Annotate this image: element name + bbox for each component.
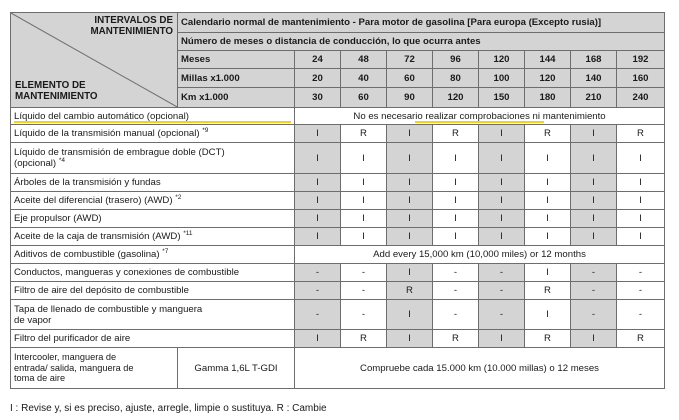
interval-value: 144 bbox=[525, 51, 571, 69]
mark-cell: I bbox=[525, 192, 571, 210]
mark-cell: I bbox=[295, 228, 341, 246]
mark-cell: I bbox=[433, 174, 479, 192]
mark-cell: R bbox=[617, 330, 665, 348]
mark-cell: I bbox=[617, 228, 665, 246]
interval-value: 30 bbox=[295, 88, 341, 108]
mark-cell: - bbox=[617, 282, 665, 300]
footnote-ref: *7 bbox=[162, 247, 169, 255]
interval-value: 72 bbox=[387, 51, 433, 69]
item-cell bbox=[11, 330, 295, 348]
mark-cell: I bbox=[479, 192, 525, 210]
mark-cell: I bbox=[341, 210, 387, 228]
item-cell bbox=[11, 143, 295, 174]
highlight-underline bbox=[415, 121, 544, 123]
mark-cell: I bbox=[387, 210, 433, 228]
mark-cell: - bbox=[479, 264, 525, 282]
interval-value: 48 bbox=[341, 51, 387, 69]
table-row bbox=[11, 300, 665, 330]
mark-cell: - bbox=[433, 300, 479, 330]
span-cell bbox=[295, 108, 665, 125]
schedule-subtitle: Número de meses o distancia de conducción, lo que ocurra antes bbox=[178, 33, 665, 51]
mark-cell: - bbox=[341, 264, 387, 282]
mark-cell: I bbox=[571, 330, 617, 348]
interval-value: 150 bbox=[479, 88, 525, 108]
item-cell bbox=[11, 264, 295, 282]
mark-cell: I bbox=[525, 300, 571, 330]
mark-cell: R bbox=[525, 282, 571, 300]
item-label: Líquido del cambio automático (opcional) bbox=[14, 110, 189, 122]
table-row bbox=[11, 108, 665, 125]
mark-cell: I bbox=[341, 143, 387, 174]
span-cell: Compruebe cada 15.000 km (10.000 millas) o 12 meses bbox=[295, 348, 665, 389]
interval-value: 60 bbox=[387, 69, 433, 88]
footnote-ref: *11 bbox=[183, 229, 193, 237]
footnote-ref: *9 bbox=[202, 126, 209, 134]
mark-cell: R bbox=[525, 125, 571, 143]
mark-cell: I bbox=[295, 210, 341, 228]
interval-value: 210 bbox=[571, 88, 617, 108]
mark-cell: - bbox=[617, 300, 665, 330]
interval-value: 120 bbox=[433, 88, 479, 108]
table-row bbox=[11, 264, 665, 282]
item-label-line1: Intercooler, manguera de bbox=[14, 352, 117, 363]
mark-cell: I bbox=[433, 192, 479, 210]
mark-cell: I bbox=[433, 228, 479, 246]
item-label: Filtro del purificador de aire bbox=[14, 333, 131, 344]
item-cell bbox=[11, 108, 295, 125]
interval-value: 140 bbox=[571, 69, 617, 88]
table-row bbox=[11, 246, 665, 264]
mark-cell: I bbox=[387, 330, 433, 348]
mark-cell: I bbox=[341, 174, 387, 192]
mark-cell: R bbox=[525, 330, 571, 348]
interval-value: 20 bbox=[295, 69, 341, 88]
interval-value: 96 bbox=[433, 51, 479, 69]
mark-cell: - bbox=[617, 264, 665, 282]
interval-label: Km x1.000 bbox=[178, 88, 295, 108]
interval-label: Meses bbox=[178, 51, 295, 69]
mark-cell: - bbox=[295, 300, 341, 330]
mark-cell: R bbox=[433, 125, 479, 143]
mark-cell: I bbox=[571, 192, 617, 210]
corner-bottom-line1: ELEMENTO DE bbox=[15, 80, 86, 91]
item-cell bbox=[11, 228, 295, 246]
mark-cell: I bbox=[387, 228, 433, 246]
mark-cell: - bbox=[479, 282, 525, 300]
footnote-ref: *2 bbox=[175, 193, 182, 201]
mark-cell: I bbox=[295, 192, 341, 210]
header-title-row bbox=[11, 13, 665, 33]
table-row bbox=[11, 330, 665, 348]
table-row bbox=[11, 174, 665, 192]
interval-value: 160 bbox=[617, 69, 665, 88]
item-label-line2: (opcional) bbox=[14, 158, 57, 169]
mark-cell: I bbox=[571, 210, 617, 228]
item-label: Conductos, mangueras y conexiones de combustible bbox=[14, 267, 240, 278]
interval-value: 90 bbox=[387, 88, 433, 108]
mark-cell: I bbox=[295, 143, 341, 174]
mark-cell: I bbox=[341, 228, 387, 246]
mark-cell: I bbox=[617, 143, 665, 174]
item-label: Aceite del diferencial (trasero) (AWD) bbox=[14, 195, 173, 206]
mark-cell: I bbox=[571, 143, 617, 174]
interval-value: 80 bbox=[433, 69, 479, 88]
table-row bbox=[11, 125, 665, 143]
interval-value: 60 bbox=[341, 88, 387, 108]
mark-cell: I bbox=[433, 210, 479, 228]
table-row bbox=[11, 228, 665, 246]
mark-cell: R bbox=[387, 282, 433, 300]
item-label: Aceite de la caja de transmisión (AWD) bbox=[14, 231, 181, 242]
interval-value: 40 bbox=[341, 69, 387, 88]
mark-cell: - bbox=[571, 264, 617, 282]
interval-value: 100 bbox=[479, 69, 525, 88]
mark-cell: I bbox=[479, 143, 525, 174]
mark-cell: - bbox=[433, 282, 479, 300]
mark-cell: R bbox=[341, 330, 387, 348]
mark-cell: - bbox=[479, 300, 525, 330]
mark-cell: - bbox=[295, 282, 341, 300]
item-cell bbox=[11, 210, 295, 228]
mark-cell: I bbox=[525, 264, 571, 282]
item-label: Aditivos de combustible (gasolina) bbox=[14, 249, 160, 260]
mark-cell: I bbox=[525, 174, 571, 192]
mark-cell: I bbox=[571, 174, 617, 192]
corner-top-line2: MANTENIMIENTO bbox=[90, 26, 173, 37]
mark-cell: I bbox=[479, 174, 525, 192]
item-label: Filtro de aire del depósito de combustible bbox=[14, 285, 189, 296]
mark-cell: I bbox=[479, 330, 525, 348]
maintenance-schedule bbox=[10, 12, 664, 389]
corner-bottom-label bbox=[15, 80, 98, 102]
interval-value: 180 bbox=[525, 88, 571, 108]
legend-footnote: I : Revise y, si es preciso, ajuste, arregle, limpie o sustituya. R : Cambie bbox=[10, 403, 327, 414]
highlight-underline bbox=[14, 121, 291, 123]
span-cell: Add every 15,000 km (10,000 miles) or 12 months bbox=[295, 246, 665, 264]
item-label-line2: entrada/ salida, manguera de bbox=[14, 362, 134, 373]
interval-value: 168 bbox=[571, 51, 617, 69]
interval-value: 24 bbox=[295, 51, 341, 69]
table-row bbox=[11, 143, 665, 174]
interval-label: Millas x1.000 bbox=[178, 69, 295, 88]
item-cell bbox=[11, 300, 295, 330]
mark-cell: I bbox=[295, 125, 341, 143]
table-row bbox=[11, 210, 665, 228]
item-label-line1: Tapa de llenado de combustible y manguera bbox=[14, 303, 203, 315]
table-row bbox=[11, 282, 665, 300]
mark-cell: I bbox=[479, 125, 525, 143]
item-label: Líquido de la transmisión manual (opcional) bbox=[14, 128, 200, 139]
item-cell bbox=[11, 246, 295, 264]
span-text: No es necesario realizar comprobaciones ni mantenimiento bbox=[353, 110, 606, 122]
mark-cell: - bbox=[341, 300, 387, 330]
mark-cell: R bbox=[433, 330, 479, 348]
item-cell bbox=[11, 282, 295, 300]
mark-cell: - bbox=[571, 282, 617, 300]
mark-cell: I bbox=[387, 264, 433, 282]
item-label-line3: toma de aire bbox=[14, 373, 66, 384]
mark-cell: - bbox=[571, 300, 617, 330]
corner-bottom-line2: MANTENIMIENTO bbox=[15, 91, 98, 102]
mark-cell: I bbox=[295, 330, 341, 348]
item-cell bbox=[11, 125, 295, 143]
mark-cell: - bbox=[295, 264, 341, 282]
interval-value: 120 bbox=[525, 69, 571, 88]
mark-cell: I bbox=[525, 143, 571, 174]
table-row bbox=[11, 348, 665, 389]
mark-cell: - bbox=[433, 264, 479, 282]
mark-cell: I bbox=[387, 143, 433, 174]
mark-cell: I bbox=[525, 228, 571, 246]
interval-value: 240 bbox=[617, 88, 665, 108]
mark-cell: I bbox=[295, 174, 341, 192]
mark-cell: I bbox=[387, 192, 433, 210]
mark-cell: I bbox=[479, 228, 525, 246]
item-label: Eje propulsor (AWD) bbox=[14, 213, 102, 224]
mark-cell: R bbox=[617, 125, 665, 143]
mark-cell: R bbox=[341, 125, 387, 143]
interval-value: 192 bbox=[617, 51, 665, 69]
item-cell bbox=[11, 174, 295, 192]
mark-cell: I bbox=[617, 192, 665, 210]
schedule-title: Calendario normal de mantenimiento - Para motor de gasolina [Para europa (Excepto rusia)] bbox=[178, 13, 665, 33]
interval-value: 120 bbox=[479, 51, 525, 69]
mark-cell: I bbox=[387, 300, 433, 330]
mark-cell: I bbox=[571, 228, 617, 246]
corner-top-line1: INTERVALOS DE bbox=[94, 15, 173, 26]
mark-cell: I bbox=[525, 210, 571, 228]
item-cell bbox=[11, 348, 178, 389]
footnote-ref: *4 bbox=[58, 156, 65, 164]
mark-cell: I bbox=[387, 174, 433, 192]
item-label-line2: de vapor bbox=[14, 314, 52, 326]
engine-cell: Gamma 1,6L T-GDI bbox=[178, 348, 295, 389]
mark-cell: I bbox=[617, 210, 665, 228]
mark-cell: I bbox=[617, 174, 665, 192]
item-label: Árboles de la transmisión y fundas bbox=[14, 177, 161, 188]
header-corner bbox=[11, 13, 178, 108]
mark-cell: I bbox=[479, 210, 525, 228]
mark-cell: I bbox=[341, 192, 387, 210]
maintenance-table bbox=[10, 12, 665, 389]
mark-cell: I bbox=[433, 143, 479, 174]
mark-cell: I bbox=[571, 125, 617, 143]
mark-cell: - bbox=[341, 282, 387, 300]
corner-top-label bbox=[90, 15, 173, 37]
item-cell bbox=[11, 192, 295, 210]
table-row bbox=[11, 192, 665, 210]
item-label-line1: Líquido de transmisión de embrague doble (DCT) bbox=[14, 147, 225, 158]
mark-cell: I bbox=[387, 125, 433, 143]
